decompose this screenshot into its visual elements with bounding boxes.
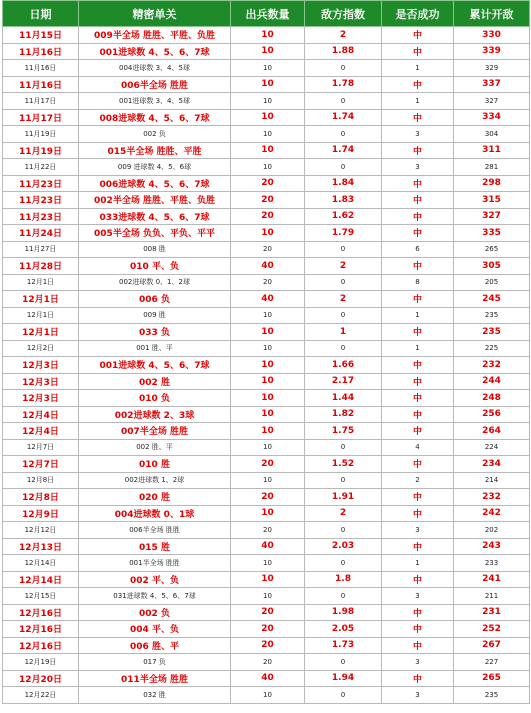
table-row xyxy=(3,654,530,671)
cell-pick: 007半全场 胜胜 xyxy=(79,423,231,440)
cell-result: 中 xyxy=(382,456,454,473)
cell-total: 305 xyxy=(454,258,530,275)
cell-odds: 2.03 xyxy=(305,538,382,555)
cell-date: 11月17日 xyxy=(3,109,79,126)
cell-result: 3 xyxy=(382,654,454,671)
cell-stake: 40 xyxy=(231,258,305,275)
cell-pick: 006进球数 4、5、6、7球 xyxy=(79,175,231,192)
cell-odds: 1.88 xyxy=(305,43,382,60)
cell-stake: 10 xyxy=(231,307,305,324)
header-odds: 敌方指数 xyxy=(305,1,382,27)
cell-result: 中 xyxy=(382,258,454,275)
cell-pick: 002 负 xyxy=(79,126,231,143)
cell-odds: 1 xyxy=(305,324,382,341)
cell-odds: 2 xyxy=(305,291,382,308)
cell-stake: 10 xyxy=(231,588,305,605)
cell-odds: 1.83 xyxy=(305,192,382,209)
cell-total: 264 xyxy=(454,423,530,440)
cell-result: 中 xyxy=(382,604,454,621)
cell-odds: 2 xyxy=(305,27,382,44)
cell-total: 311 xyxy=(454,142,530,159)
cell-date: 12月4日 xyxy=(3,423,79,440)
cell-total: 339 xyxy=(454,43,530,60)
cell-date: 11月16日 xyxy=(3,43,79,60)
table-row xyxy=(3,340,530,357)
cell-total: 234 xyxy=(454,456,530,473)
table-row xyxy=(3,472,530,489)
cell-stake: 20 xyxy=(231,489,305,506)
cell-odds: 2.05 xyxy=(305,621,382,638)
cell-pick: 010 平、负 xyxy=(79,258,231,275)
cell-total: 231 xyxy=(454,604,530,621)
table-row xyxy=(3,43,530,60)
cell-pick: 006 负 xyxy=(79,291,231,308)
cell-total: 245 xyxy=(454,291,530,308)
table-row xyxy=(3,373,530,390)
cell-result: 1 xyxy=(382,60,454,77)
cell-total: 202 xyxy=(454,522,530,539)
cell-date: 12月2日 xyxy=(3,340,79,357)
cell-stake: 10 xyxy=(231,687,305,704)
cell-date: 11月23日 xyxy=(3,208,79,225)
cell-date: 11月23日 xyxy=(3,192,79,209)
cell-total: 214 xyxy=(454,472,530,489)
table-row xyxy=(3,390,530,407)
cell-pick: 004进球数 0、1球 xyxy=(79,505,231,522)
cell-odds: 0 xyxy=(305,687,382,704)
cell-stake: 10 xyxy=(231,159,305,176)
cell-date: 11月23日 xyxy=(3,175,79,192)
cell-pick: 001半全场 胜胜 xyxy=(79,555,231,572)
table-row xyxy=(3,291,530,308)
cell-date: 12月7日 xyxy=(3,456,79,473)
cell-pick: 008 胜 xyxy=(79,241,231,258)
cell-result: 中 xyxy=(382,109,454,126)
cell-pick: 006半全场 胜胜 xyxy=(79,522,231,539)
cell-total: 256 xyxy=(454,406,530,423)
cell-odds: 1.62 xyxy=(305,208,382,225)
cell-stake: 20 xyxy=(231,654,305,671)
cell-result: 中 xyxy=(382,571,454,588)
cell-pick: 004进球数 3、4、5球 xyxy=(79,60,231,77)
cell-total: 265 xyxy=(454,670,530,687)
cell-date: 11月16日 xyxy=(3,60,79,77)
cell-result: 1 xyxy=(382,555,454,572)
cell-result: 8 xyxy=(382,274,454,291)
cell-pick: 010 胜 xyxy=(79,456,231,473)
cell-total: 205 xyxy=(454,274,530,291)
cell-pick: 009半全场 胜胜、平胜、负胜 xyxy=(79,27,231,44)
table-body xyxy=(3,27,530,704)
cell-pick: 001 胜、平 xyxy=(79,340,231,357)
cell-result: 1 xyxy=(382,340,454,357)
cell-total: 298 xyxy=(454,175,530,192)
cell-total: 244 xyxy=(454,373,530,390)
cell-date: 12月15日 xyxy=(3,588,79,605)
table-header xyxy=(3,1,530,27)
table-row xyxy=(3,60,530,77)
cell-pick: 020 胜 xyxy=(79,489,231,506)
cell-odds: 1.84 xyxy=(305,175,382,192)
cell-result: 中 xyxy=(382,324,454,341)
table-row xyxy=(3,439,530,456)
cell-pick: 010 负 xyxy=(79,390,231,407)
cell-date: 12月14日 xyxy=(3,571,79,588)
cell-pick: 001进球数 4、5、6、7球 xyxy=(79,357,231,374)
table-row xyxy=(3,208,530,225)
cell-total: 232 xyxy=(454,357,530,374)
cell-date: 12月1日 xyxy=(3,307,79,324)
cell-stake: 10 xyxy=(231,60,305,77)
cell-total: 235 xyxy=(454,324,530,341)
table-row xyxy=(3,456,530,473)
cell-odds: 0 xyxy=(305,126,382,143)
table-row xyxy=(3,324,530,341)
cell-result: 中 xyxy=(382,637,454,654)
cell-date: 12月16日 xyxy=(3,621,79,638)
cell-date: 12月16日 xyxy=(3,604,79,621)
cell-pick: 033 负 xyxy=(79,324,231,341)
cell-total: 335 xyxy=(454,225,530,242)
cell-stake: 10 xyxy=(231,93,305,110)
cell-date: 12月16日 xyxy=(3,637,79,654)
table-row xyxy=(3,670,530,687)
cell-pick: 031进球数 4、5、6、7球 xyxy=(79,588,231,605)
cell-total: 334 xyxy=(454,109,530,126)
cell-total: 281 xyxy=(454,159,530,176)
cell-stake: 10 xyxy=(231,406,305,423)
cell-total: 248 xyxy=(454,390,530,407)
table-row xyxy=(3,637,530,654)
cell-pick: 005半全场 负负、平负、平平 xyxy=(79,225,231,242)
cell-pick: 011半全场 胜胜 xyxy=(79,670,231,687)
table-row xyxy=(3,76,530,93)
cell-pick: 001进球数 4、5、6、7球 xyxy=(79,43,231,60)
cell-date: 12月12日 xyxy=(3,522,79,539)
table-row xyxy=(3,538,530,555)
cell-total: 241 xyxy=(454,571,530,588)
cell-result: 3 xyxy=(382,522,454,539)
table-row xyxy=(3,687,530,704)
cell-result: 3 xyxy=(382,588,454,605)
cell-stake: 10 xyxy=(231,109,305,126)
cell-odds: 1.78 xyxy=(305,76,382,93)
cell-date: 11月27日 xyxy=(3,241,79,258)
cell-odds: 0 xyxy=(305,340,382,357)
cell-stake: 20 xyxy=(231,274,305,291)
cell-date: 11月17日 xyxy=(3,93,79,110)
table-row xyxy=(3,225,530,242)
cell-stake: 20 xyxy=(231,208,305,225)
cell-result: 中 xyxy=(382,423,454,440)
cell-pick: 002进球数 1、2球 xyxy=(79,472,231,489)
cell-result: 6 xyxy=(382,241,454,258)
cell-date: 12月3日 xyxy=(3,357,79,374)
cell-total: 315 xyxy=(454,192,530,209)
cell-pick: 002进球数 2、3球 xyxy=(79,406,231,423)
cell-odds: 0 xyxy=(305,439,382,456)
cell-total: 327 xyxy=(454,93,530,110)
cell-odds: 1.74 xyxy=(305,109,382,126)
table-row xyxy=(3,555,530,572)
cell-odds: 0 xyxy=(305,555,382,572)
cell-date: 11月19日 xyxy=(3,126,79,143)
cell-result: 中 xyxy=(382,208,454,225)
table-row xyxy=(3,142,530,159)
cell-pick: 002 胜 xyxy=(79,373,231,390)
cell-stake: 40 xyxy=(231,291,305,308)
cell-pick: 008进球数 4、5、6、7球 xyxy=(79,109,231,126)
table-row xyxy=(3,27,530,44)
cell-stake: 20 xyxy=(231,604,305,621)
cell-stake: 10 xyxy=(231,27,305,44)
table-row xyxy=(3,406,530,423)
cell-date: 12月1日 xyxy=(3,274,79,291)
cell-date: 12月3日 xyxy=(3,373,79,390)
betting-record-table xyxy=(2,0,530,704)
cell-total: 211 xyxy=(454,588,530,605)
cell-total: 329 xyxy=(454,60,530,77)
table-row xyxy=(3,274,530,291)
cell-pick: 033进球数 4、5、6、7球 xyxy=(79,208,231,225)
table-row xyxy=(3,93,530,110)
cell-odds: 1.98 xyxy=(305,604,382,621)
cell-result: 3 xyxy=(382,687,454,704)
cell-pick: 032 胜 xyxy=(79,687,231,704)
cell-total: 252 xyxy=(454,621,530,638)
table-row xyxy=(3,423,530,440)
cell-date: 12月20日 xyxy=(3,670,79,687)
cell-result: 中 xyxy=(382,175,454,192)
cell-stake: 20 xyxy=(231,192,305,209)
cell-stake: 10 xyxy=(231,324,305,341)
table-row xyxy=(3,604,530,621)
cell-result: 4 xyxy=(382,439,454,456)
cell-odds: 2.17 xyxy=(305,373,382,390)
cell-stake: 20 xyxy=(231,522,305,539)
cell-pick: 002进球数 0、1、2球 xyxy=(79,274,231,291)
cell-result: 1 xyxy=(382,307,454,324)
table-row xyxy=(3,505,530,522)
cell-odds: 1.73 xyxy=(305,637,382,654)
cell-date: 11月28日 xyxy=(3,258,79,275)
cell-date: 11月15日 xyxy=(3,27,79,44)
cell-stake: 10 xyxy=(231,472,305,489)
table-row xyxy=(3,307,530,324)
cell-date: 12月9日 xyxy=(3,505,79,522)
cell-odds: 0 xyxy=(305,472,382,489)
cell-date: 12月8日 xyxy=(3,472,79,489)
cell-total: 235 xyxy=(454,687,530,704)
cell-date: 11月16日 xyxy=(3,76,79,93)
cell-stake: 10 xyxy=(231,373,305,390)
cell-result: 3 xyxy=(382,126,454,143)
cell-pick: 002半全场 胜胜、平胜、负胜 xyxy=(79,192,231,209)
cell-stake: 10 xyxy=(231,142,305,159)
table-row xyxy=(3,175,530,192)
cell-total: 243 xyxy=(454,538,530,555)
cell-date: 12月4日 xyxy=(3,406,79,423)
cell-odds: 1.66 xyxy=(305,357,382,374)
cell-odds: 0 xyxy=(305,307,382,324)
cell-odds: 1.75 xyxy=(305,423,382,440)
cell-date: 12月14日 xyxy=(3,555,79,572)
cell-date: 12月8日 xyxy=(3,489,79,506)
table-row xyxy=(3,192,530,209)
cell-odds: 0 xyxy=(305,159,382,176)
cell-result: 中 xyxy=(382,373,454,390)
cell-result: 中 xyxy=(382,142,454,159)
cell-total: 304 xyxy=(454,126,530,143)
cell-total: 225 xyxy=(454,340,530,357)
table-row xyxy=(3,258,530,275)
cell-odds: 1.52 xyxy=(305,456,382,473)
cell-date: 12月13日 xyxy=(3,538,79,555)
cell-stake: 10 xyxy=(231,555,305,572)
cell-date: 12月1日 xyxy=(3,324,79,341)
table-row xyxy=(3,357,530,374)
cell-result: 中 xyxy=(382,291,454,308)
cell-pick: 006 胜、平 xyxy=(79,637,231,654)
table-row xyxy=(3,159,530,176)
cell-pick: 017 负 xyxy=(79,654,231,671)
cell-result: 1 xyxy=(382,93,454,110)
cell-stake: 40 xyxy=(231,538,305,555)
cell-odds: 2 xyxy=(305,258,382,275)
cell-odds: 0 xyxy=(305,274,382,291)
cell-total: 265 xyxy=(454,241,530,258)
cell-total: 330 xyxy=(454,27,530,44)
cell-stake: 10 xyxy=(231,357,305,374)
cell-date: 12月7日 xyxy=(3,439,79,456)
cell-date: 11月22日 xyxy=(3,159,79,176)
cell-pick: 004 平、负 xyxy=(79,621,231,638)
cell-result: 3 xyxy=(382,159,454,176)
cell-total: 227 xyxy=(454,654,530,671)
cell-result: 中 xyxy=(382,192,454,209)
cell-stake: 20 xyxy=(231,175,305,192)
cell-pick: 006半全场 胜胜 xyxy=(79,76,231,93)
cell-result: 中 xyxy=(382,225,454,242)
table-row xyxy=(3,571,530,588)
table-row xyxy=(3,621,530,638)
cell-total: 267 xyxy=(454,637,530,654)
cell-total: 337 xyxy=(454,76,530,93)
cell-date: 12月22日 xyxy=(3,687,79,704)
cell-stake: 20 xyxy=(231,241,305,258)
cell-result: 中 xyxy=(382,27,454,44)
cell-odds: 0 xyxy=(305,60,382,77)
cell-odds: 0 xyxy=(305,654,382,671)
cell-result: 中 xyxy=(382,406,454,423)
cell-result: 中 xyxy=(382,357,454,374)
cell-odds: 1.8 xyxy=(305,571,382,588)
cell-result: 中 xyxy=(382,390,454,407)
cell-odds: 1.79 xyxy=(305,225,382,242)
table-row xyxy=(3,126,530,143)
cell-stake: 10 xyxy=(231,225,305,242)
table-row xyxy=(3,241,530,258)
cell-result: 中 xyxy=(382,43,454,60)
cell-result: 2 xyxy=(382,472,454,489)
header-total: 累计开敌 xyxy=(454,1,530,27)
cell-odds: 0 xyxy=(305,588,382,605)
header-pick: 精密单关 xyxy=(79,1,231,27)
cell-date: 11月19日 xyxy=(3,142,79,159)
cell-stake: 20 xyxy=(231,456,305,473)
cell-stake: 20 xyxy=(231,621,305,638)
cell-stake: 10 xyxy=(231,390,305,407)
cell-pick: 015 胜 xyxy=(79,538,231,555)
cell-stake: 10 xyxy=(231,505,305,522)
cell-stake: 20 xyxy=(231,637,305,654)
cell-odds: 1.94 xyxy=(305,670,382,687)
table-row xyxy=(3,109,530,126)
cell-odds: 0 xyxy=(305,241,382,258)
header-date: 日期 xyxy=(3,1,79,27)
cell-odds: 2 xyxy=(305,505,382,522)
table-row xyxy=(3,522,530,539)
cell-odds: 1.82 xyxy=(305,406,382,423)
cell-total: 233 xyxy=(454,555,530,572)
cell-date: 12月3日 xyxy=(3,390,79,407)
cell-result: 中 xyxy=(382,621,454,638)
cell-result: 中 xyxy=(382,670,454,687)
cell-total: 242 xyxy=(454,505,530,522)
cell-total: 235 xyxy=(454,307,530,324)
cell-stake: 10 xyxy=(231,571,305,588)
cell-stake: 10 xyxy=(231,43,305,60)
cell-stake: 10 xyxy=(231,126,305,143)
cell-date: 11月24日 xyxy=(3,225,79,242)
cell-date: 12月1日 xyxy=(3,291,79,308)
cell-stake: 10 xyxy=(231,423,305,440)
cell-odds: 0 xyxy=(305,522,382,539)
cell-date: 12月19日 xyxy=(3,654,79,671)
table-row xyxy=(3,588,530,605)
cell-pick: 002 胜、平 xyxy=(79,439,231,456)
cell-total: 224 xyxy=(454,439,530,456)
header-stake: 出兵数量 xyxy=(231,1,305,27)
cell-odds: 1.91 xyxy=(305,489,382,506)
cell-odds: 1.44 xyxy=(305,390,382,407)
cell-stake: 10 xyxy=(231,439,305,456)
cell-total: 232 xyxy=(454,489,530,506)
table-row xyxy=(3,489,530,506)
cell-result: 中 xyxy=(382,76,454,93)
cell-pick: 001进球数 3、4、5球 xyxy=(79,93,231,110)
cell-result: 中 xyxy=(382,505,454,522)
cell-pick: 009 胜 xyxy=(79,307,231,324)
cell-stake: 40 xyxy=(231,670,305,687)
cell-result: 中 xyxy=(382,538,454,555)
cell-total: 327 xyxy=(454,208,530,225)
header-result: 是否成功 xyxy=(382,1,454,27)
cell-result: 中 xyxy=(382,489,454,506)
cell-odds: 0 xyxy=(305,93,382,110)
cell-stake: 10 xyxy=(231,340,305,357)
cell-pick: 015半全场 胜胜、平胜 xyxy=(79,142,231,159)
cell-pick: 002 负 xyxy=(79,604,231,621)
cell-odds: 1.74 xyxy=(305,142,382,159)
cell-stake: 10 xyxy=(231,76,305,93)
cell-pick: 009 进球数 4、5、6球 xyxy=(79,159,231,176)
cell-pick: 002 平、负 xyxy=(79,571,231,588)
header-row xyxy=(3,1,530,27)
